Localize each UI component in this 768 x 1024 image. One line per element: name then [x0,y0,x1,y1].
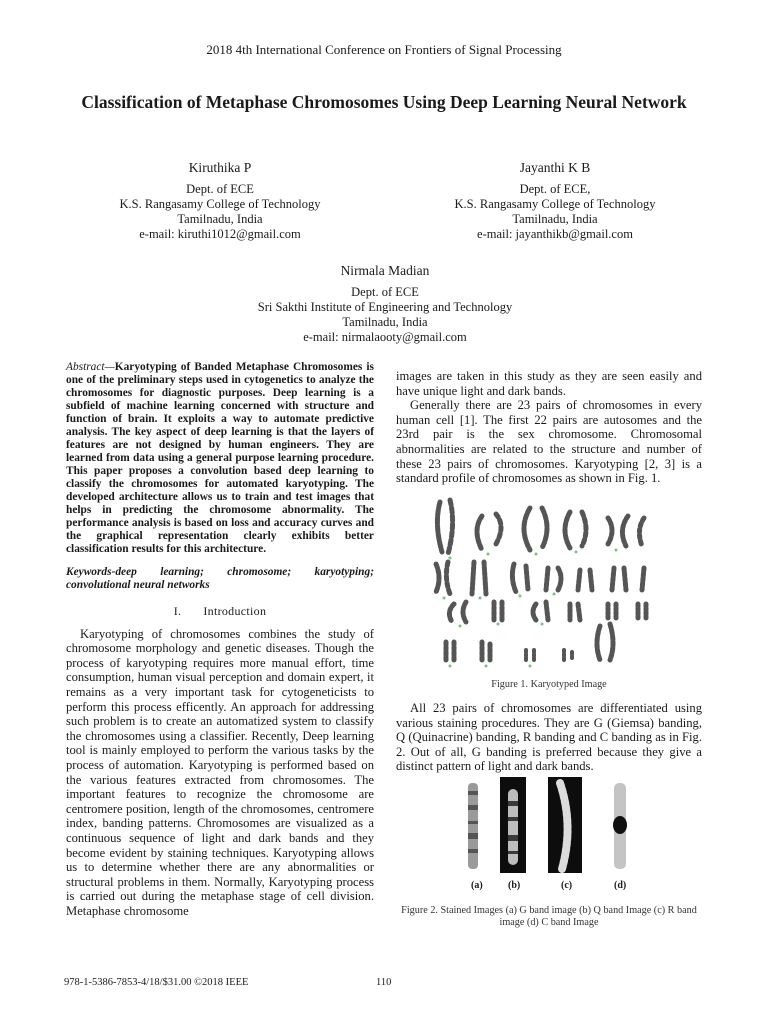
keywords: Keywords-deep learning; chromosome; karyotyping; convolutional neural networks [66,566,374,591]
g-band-image [468,783,478,869]
figure2-label-c: (c) [561,880,573,891]
author-name: Nirmala Madian [340,263,430,278]
section-number: I. [173,604,182,618]
right-column [396,369,702,486]
author-name: Jayanthi K B [519,160,591,175]
author-block-2 [430,160,680,242]
section-title: Introduction [203,604,267,618]
r-band-image [548,777,582,873]
author-institution: K.S. Rangasamy College of Technology [454,197,656,211]
author-email: e-mail: nirmalaooty@gmail.com [303,330,467,344]
q-band-image [500,777,526,873]
conference-header: 2018 4th International Conference on Frontiers of Signal Processing [206,42,562,57]
intro-paragraph: Karyotyping of chromosomes combines the study of chromosome morphology and genetic diseases. Though the process of karyotyping requires more manual effort, time consumption, human visual perception and domain expert, it remains as a very important task for cytogeneticists to perform this process efficently. An approach for addressing such problem is to create an automatized system to classify the chromosomes using a classifier. Recently, Deep learning tool is mainly employed to perform the various tasks by the process of automation. Karyotyping is performed based on the various features extracted from chromosomes. The important features to recognize the chromosome are centromere position, length of the chromosomes, centromere index, banding patterns. Chromosomes are visualized as a continuous sequence of light and dark bands and they become evident by staining techniques. Karyotyping allows us to determine whether there are any abnormalities or structural problems in them. Normally, Karyotyping process is carried out during the metaphase stage of cell division. Metaphase chromosome [66,626,374,918]
figure2-label-a: (a) [471,880,483,891]
author-email: e-mail: jayanthikb@gmail.com [477,227,633,241]
author-block-3 [240,263,530,345]
author-dept: Dept. of ECE, [519,182,591,196]
section-heading [66,604,374,619]
author-location: Tamilnadu, India [177,212,263,226]
paper-title: Classification of Metaphase Chromosomes Using Deep Learning Neural Network [81,92,687,112]
figure2-caption: Figure 2. Stained Images (a) G band image (b) Q band Image (c) R band image (d) C band Image [401,905,697,928]
author-dept: Dept. of ECE [351,285,419,299]
stained-images-figure [464,777,646,875]
karyotype-figure [430,494,666,674]
abstract-text: Karyotyping of Banded Metaphase Chromosomes is one of the preliminary steps used in cytogenetics to analyze the chromosomes for diagnostic purposes. Deep learning is a subfield of machine learning concerned with structure and function of brain. It exploits a way to automate predictive analysis. The key aspect of deep learning is that the layers of features are not designed by human engineers. They are learned from data using a general purpose learning procedure. This paper proposes a convolution based deep learning to classify the chromosomes for automated karyotyping. The developed architecture allows us to train and test images that helps in predicting the chromosome abnormality. The performance analysis is based on loss and accuracy curves and the graphical representation clearly exhibits better classification results for this architecture. [66,361,374,555]
author-location: Tamilnadu, India [512,212,598,226]
page-number: 110 [376,977,392,988]
author-name: Kiruthika P [188,160,252,175]
author-dept: Dept. of ECE [186,182,254,196]
author-institution: K.S. Rangasamy College of Technology [119,197,321,211]
figure1-caption: Figure 1. Karyotyped Image [491,679,607,690]
author-location: Tamilnadu, India [342,315,428,329]
right-column-lower [396,701,702,774]
figure2-label-d: (d) [614,880,627,891]
left-column [66,361,374,918]
author-block-1 [100,160,340,242]
abstract-lead: Abstract— [66,361,115,373]
right-paragraph-2: Generally there are 23 pairs of chromosomes in every human cell [1]. The first 22 pairs are autosomes and the 23rd pair is the sex chromosome. Chromosomal abnormalities are related to the structure and number of these 23 pairs of chromosomes. Karyotyping [2, 3] is a standard profile of chromosomes as shown in Fig. 1. [396,398,702,486]
right-paragraph-3: All 23 pairs of chromosomes are differentiated using various staining procedures. They are G (Giemsa) banding, Q (Quinacrine) banding, R banding and C banding as in Fig. 2. Out of all, G banding is preferred because they give a distinct pattern of light and dark bands. [396,701,702,774]
c-band-image [613,783,627,869]
figure2-label-b: (b) [508,880,521,891]
abstract [66,361,374,556]
right-paragraph-1: images are taken in this study as they are seen easily and have unique light and dark bands. [396,369,702,398]
author-institution: Sri Sakthi Institute of Engineering and Technology [257,300,513,314]
author-email: e-mail: kiruthi1012@gmail.com [139,227,301,241]
footer-isbn: 978-1-5386-7853-4/18/$31.00 ©2018 IEEE [64,977,249,988]
